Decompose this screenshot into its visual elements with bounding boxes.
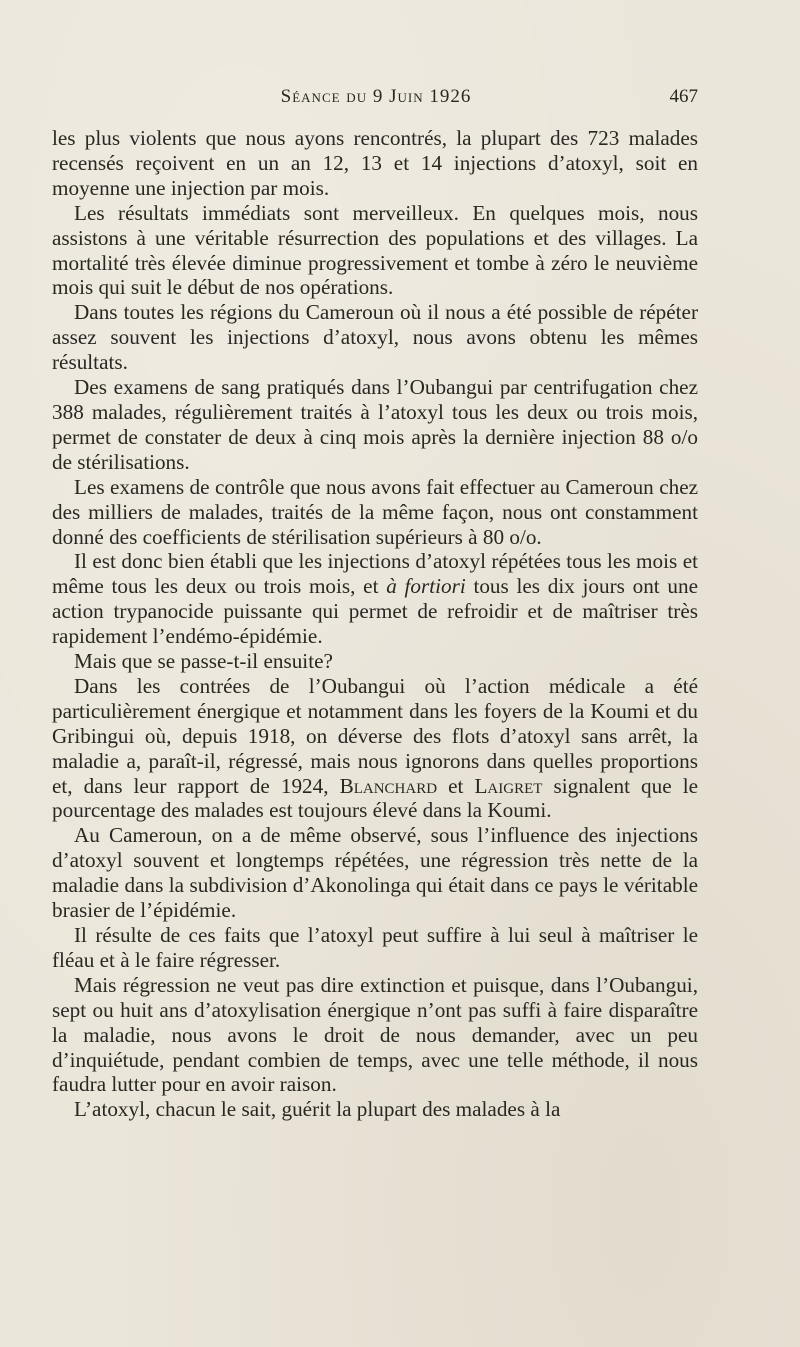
paragraph-7: Mais que se passe-t-il ensuite? xyxy=(74,649,333,674)
paragraph-8-text: Dans les contrées de l’Oubangui où l’action médicale a été particulièrement énergique et notamment dans les foyers de la Koumi et du Gribingui où, depuis 1918, on déverse des flots d’atoxyl sans arrêt, la maladie a, paraît-il, régressé, mais nous ignorons dans quelles proportions et, dans leur rapport de 1924, xyxy=(52,673,698,798)
paragraph-8-text-end: signalent que le pourcentage des malades est toujours élevé dans la Koumi. xyxy=(52,773,698,823)
paragraph-4: Des examens de sang pratiqués dans l’Oubangui par centrifugation chez 388 malades, régulièrement traités à l’atoxyl tous les deux ou trois mois, permet de constater de deux à cinq mois après la dernière injection 88 o/o de stérilisations. xyxy=(52,375,698,474)
paragraph-8-conjunction: et xyxy=(437,773,475,798)
paragraph-9: Au Cameroun, on a de même observé, sous l’influence des injections d’atoxyl souvent et longtemps répétées, une régression très nette de la maladie dans la subdivision d’Akonolinga qui était dans ce pays le véritable brasier de l’épidémie. xyxy=(52,823,698,923)
paragraph-12: L’atoxyl, chacun le sait, guérit la plupart des malades à la xyxy=(74,1097,561,1122)
paragraph-8 xyxy=(52,674,698,823)
author-name-blanchard: Blanchard xyxy=(339,773,438,798)
paragraph-5: Les examens de contrôle que nous avons fait effectuer au Cameroun chez des milliers de malades, traités de la même façon, nous ont constamment donné des coefficients de stérilisation supérieurs à 80 o/o. xyxy=(52,474,698,549)
paragraph-6 xyxy=(52,549,698,649)
running-title: Séance du 9 Juin 1926 xyxy=(280,86,472,107)
italic-phrase: à fortiori xyxy=(386,574,466,599)
paragraph-6-text-end: tous les dix jours ont une action trypanocide puissante qui permet de refroidir et de maîtriser très rapidement l’endémo-épidémie. xyxy=(52,574,698,649)
page-header xyxy=(56,86,696,116)
paragraph-6-text: Il est donc bien établi que les injections d’atoxyl répétées tous les mois et même tous les deux ou trois mois, et xyxy=(52,549,698,599)
paragraph-2: Les résultats immédiats sont merveilleux. En quelques mois, nous assistons à une véritable résurrection des populations et des villages. La mortalité très élevée diminue progressivement et tombe à zéro le neuvième mois qui suit le début de nos opérations. xyxy=(52,200,698,300)
paragraph-10: Il résulte de ces faits que l’atoxyl peut suffire à lui seul à maîtriser le fléau et à le faire régresser. xyxy=(52,923,698,972)
paragraph-1: les plus violents que nous ayons rencontrés, la plupart des 723 malades recensés reçoivent en un an 12, 13 et 14 injections d’atoxyl, soit en moyenne une injection par mois. xyxy=(52,126,698,200)
author-name-laigret: Laigret xyxy=(474,773,543,798)
page-number: 467 xyxy=(669,86,698,107)
paragraph-3: Dans toutes les régions du Cameroun où il nous a été possible de répéter assez souvent les injections d’atoxyl, nous avons obtenu les mêmes résultats. xyxy=(52,300,698,375)
paragraph-11: Mais régression ne veut pas dire extinction et puisque, dans l’Oubangui, sept ou huit ans d’atoxylisation énergique n’ont pas suffi à faire disparaître la maladie, nous avons le droit de nous demander, avec un peu d’inquiétude, pendant combien de temps, avec une telle méthode, il nous faudra lutter pour en avoir raison. xyxy=(52,972,698,1097)
body-text xyxy=(52,126,698,1122)
